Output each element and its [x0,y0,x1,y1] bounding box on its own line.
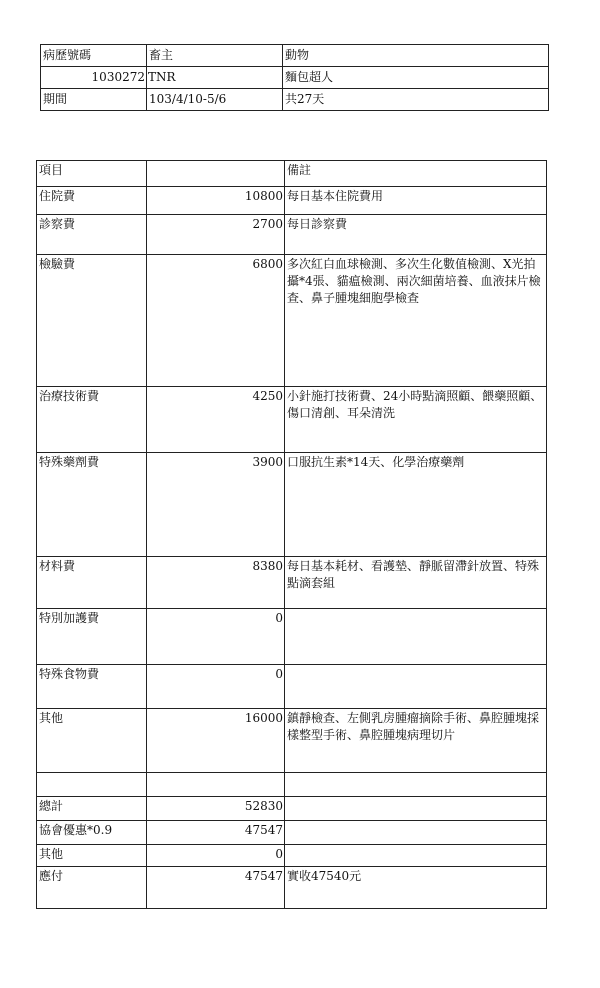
fee-item: 住院費 [37,187,147,215]
blank-cell [37,773,147,797]
fee-row [37,709,547,773]
summary-note [285,821,547,845]
fee-amount: 10800 [147,187,285,215]
fee-item: 治療技術費 [37,387,147,453]
fee-amount: 2700 [147,215,285,255]
blank-cell [147,773,285,797]
fee-amount: 6800 [147,255,285,387]
patient-row [41,67,549,89]
fee-row [37,665,547,709]
fee-item: 檢驗費 [37,255,147,387]
summary-row [37,845,547,867]
owner-header: 畜主 [147,45,283,67]
period-row [41,89,549,111]
fee-amount: 16000 [147,709,285,773]
fee-header-row [37,161,547,187]
summary-item: 總計 [37,797,147,821]
fee-amount: 0 [147,609,285,665]
summary-amount: 0 [147,845,285,867]
summary-row [37,797,547,821]
summary-row [37,821,547,845]
fee-note: 每日基本住院費用 [285,187,547,215]
animal-header: 動物 [283,45,549,67]
fee-row [37,255,547,387]
fee-note: 小針施打技術費、24小時點滴照顧、餵藥照顧、傷口清創、耳朵清洗 [285,387,547,453]
item-header: 項目 [37,161,147,187]
fee-amount: 0 [147,665,285,709]
period-value: 103/4/10-5/6 [147,89,283,111]
fee-item: 診察費 [37,215,147,255]
fee-note [285,665,547,709]
fee-row [37,453,547,557]
blank-cell [285,773,547,797]
fee-item: 特別加護費 [37,609,147,665]
fee-amount: 3900 [147,453,285,557]
fee-row [37,187,547,215]
amount-header [147,161,285,187]
fee-note [285,609,547,665]
animal-value: 麵包超人 [283,67,549,89]
summary-amount: 52830 [147,797,285,821]
fee-note: 鎮靜檢查、左側乳房腫瘤摘除手術、鼻腔腫塊採樣整型手術、鼻腔腫塊病理切片 [285,709,547,773]
fee-item: 特殊藥劑費 [37,453,147,557]
owner-value: TNR [147,67,283,89]
fee-row [37,387,547,453]
fee-note: 口服抗生素*14天、化學治療藥劑 [285,453,547,557]
fee-row [37,609,547,665]
fee-item: 其他 [37,709,147,773]
summary-item: 應付 [37,867,147,909]
blank-row [37,773,547,797]
fee-row [37,557,547,609]
summary-amount: 47547 [147,867,285,909]
fee-note: 每日基本耗材、看護墊、靜脈留滯針放置、特殊點滴套組 [285,557,547,609]
fee-item: 特殊食物費 [37,665,147,709]
fee-amount: 8380 [147,557,285,609]
fee-item: 材料費 [37,557,147,609]
summary-item: 協會優惠*0.9 [37,821,147,845]
patient-info-table [40,44,549,111]
period-days: 共27天 [283,89,549,111]
fee-amount: 4250 [147,387,285,453]
note-header: 備註 [285,161,547,187]
fee-note: 多次紅白血球檢測、多次生化數值檢測、X光拍攝*4張、貓瘟檢測、兩次細菌培養、血液抹片檢查、鼻子腫塊細胞學檢查 [285,255,547,387]
summary-item: 其他 [37,845,147,867]
period-label: 期間 [41,89,147,111]
header-row [41,45,549,67]
summary-amount: 47547 [147,821,285,845]
fee-note: 每日診察費 [285,215,547,255]
summary-note: 實收47540元 [285,867,547,909]
fee-row [37,215,547,255]
record-no-value: 1030272 [41,67,147,89]
summary-note [285,845,547,867]
summary-note [285,797,547,821]
fee-table [36,160,547,909]
summary-row [37,867,547,909]
record-no-header: 病歷號碼 [41,45,147,67]
